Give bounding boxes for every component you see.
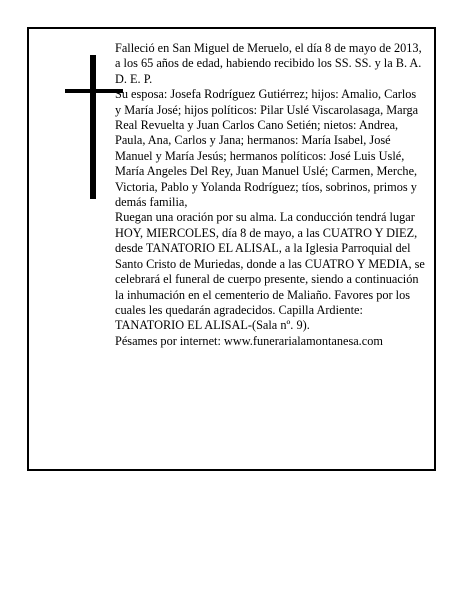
cross-vertical-bar — [90, 55, 96, 199]
family-list: Su esposa: Josefa Rodríguez Gutiérrez; hijos: Amalio, Carlos y María José; hijos políticos: Pilar Uslé Viscarolasaga, Marga Real Revuelta y Juan Carlos Cano Setién; nietos: Andrea, Paula, Ana, Carlos y Jana; hermanos: María Isabel, José Manuel y María Jesús; hermanos políticos: José Luis Uslé, María Angeles Del Rey, Juan Manuel Uslé; Carmen, Merche, Victoria, Pablo y Yolanda Rodríguez; tíos, sobrinos, primos y demás familia, — [115, 87, 419, 210]
rip-line: D. E. P. — [115, 71, 153, 86]
condolences-line: Pésames por internet: www.funerarialamontanesa.com — [115, 333, 383, 348]
notice-body — [115, 41, 425, 349]
obituary-notice — [27, 27, 436, 471]
funeral-details: Ruegan una oración por su alma. La conducción tendrá lugar HOY, MIERCOLES, día 8 de mayo, a las CUATRO Y DIEZ, desde TANATORIO EL ALISAL, a la Iglesia Parroquial del Santo Cristo de Muriedas, donde a las CUATRO Y MEDIA, se celebrará el funeral de cuerpo presente, siendo a continuación la inhumación en el cementerio de Maliaño. Favores por los cuales les quedarán agradecidos. Capilla Ardiente: TANATORIO EL ALISAL-(Sala nº. 9). — [115, 210, 425, 333]
death-announcement: Falleció en San Miguel de Meruelo, el día 8 de mayo de 2013, a los 65 años de edad, habiendo recibido los SS. SS. y la B. A. — [115, 41, 422, 71]
